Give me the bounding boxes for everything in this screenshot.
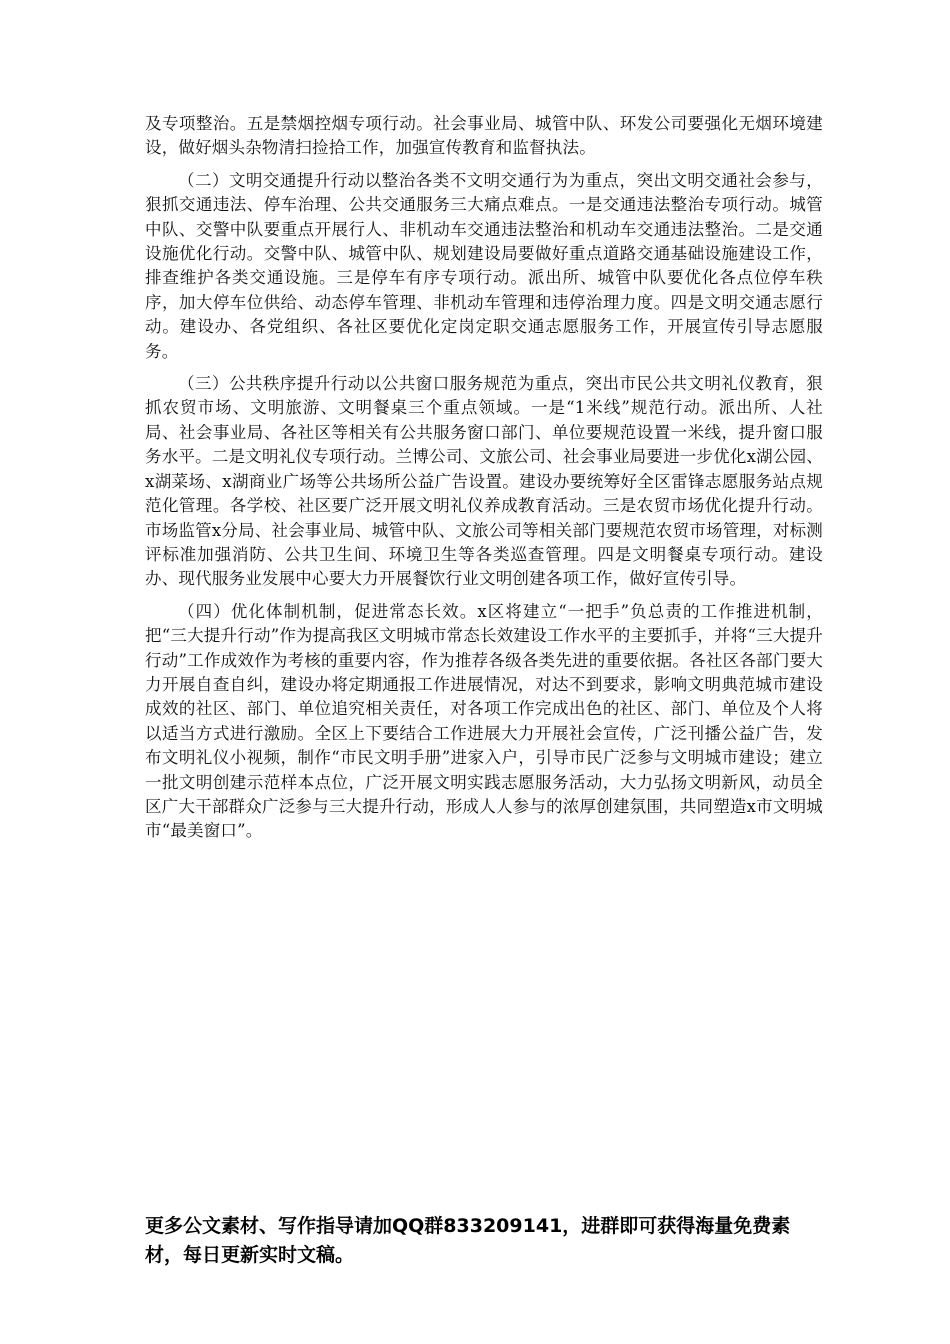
- document-body: [145, 112, 823, 852]
- paragraph-public-order: （三）公共秩序提升行动以公共窗口服务规范为重点，突出市民公共文明礼仪教育，狠抓农贸市场、文明旅游、文明餐桌三个重点领域。一是“1米线”规范行动。派出所、人社局、社会事业局、各社区等相关有公共服务窗口部门、单位要规范设置一米线，提升窗口服务水平。二是文明礼仪专项行动。兰博公司、文旅公司、社会事业局要进一步优化x湖公园、x湖菜场、x湖商业广场等公共场所公益广告设置。建设办要统筹好全区雷锋志愿服务站点规范化管理。各学校、社区要广泛开展文明礼仪养成教育活动。三是农贸市场优化提升行动。市场监管x分局、社会事业局、城管中队、文旅公司等相关部门要规范农贸市场管理，对标测评标准加强消防、公共卫生间、环境卫生等各类巡查管理。四是文明餐桌专项行动。建设办、现代服务业发展中心要大力开展餐饮行业文明创建各项工作，做好宣传引导。: [145, 374, 823, 589]
- paragraph-continuation: 及专项整治。五是禁烟控烟专项行动。社会事业局、城管中队、环发公司要强化无烟环境建设，做好烟头杂物清扫捡拾工作，加强宣传教育和监督执法。: [145, 114, 823, 158]
- paragraph-mechanism: （四）优化体制机制，促进常态长效。x区将建立“一把手”负总责的工作推进机制，把“三大提升行动”作为提高我区文明城市常态长效建设工作水平的主要抓手，并将“三大提升行动”工作成效作为考核的重要内容，作为推荐各级各类先进的重要依据。各社区各部门要大力开展自查自纠，建设办将定期通报工作进展情况，对达不到要求，影响文明典范城市建设成效的社区、部门、单位追究相关责任，对各项工作完成出色的社区、部门、单位及个人将以适当方式进行激励。全区上下要结合工作进展大力开展社会宣传，广泛刊播公益广告，发布文明礼仪小视频，制作“市民文明手册”进家入户，引导市民广泛参与文明城市建设；建立一批文明创建示范样本点位，广泛开展文明实践志愿服务活动，大力弘扬文明新风，动员全区广大干部群众广泛参与三大提升行动，形成人人参与的浓厚创建氛围，共同塑造x市文明城市“最美窗口”。: [145, 601, 823, 841]
- footer-promo-note: 更多公文素材、写作指导请加QQ群833209141，进群即可获得海量免费素材，每日更新实时文稿。: [145, 1215, 791, 1266]
- paragraph-civilized-traffic: （二）文明交通提升行动以整治各类不文明交通行为为重点，突出文明交通社会参与，狠抓交通违法、停车治理、公共交通服务三大痛点难点。一是交通违法整治专项行动。城管中队、交警中队要重点开展行人、非机动车交通违法整治和机动车交通违法整治。二是交通设施优化行动。交警中队、城管中队、规划建设局要做好重点道路交通基础设施建设工作，排查维护各类交通设施。三是停车有序专项行动。派出所、城管中队要优化各点位停车秩序，加大停车位供给、动态停车管理、非机动车管理和违停治理力度。四是文明交通志愿行动。建设办、各党组织、各社区要优化定岗定职交通志愿服务工作，开展宣传引导志愿服务。: [145, 170, 823, 361]
